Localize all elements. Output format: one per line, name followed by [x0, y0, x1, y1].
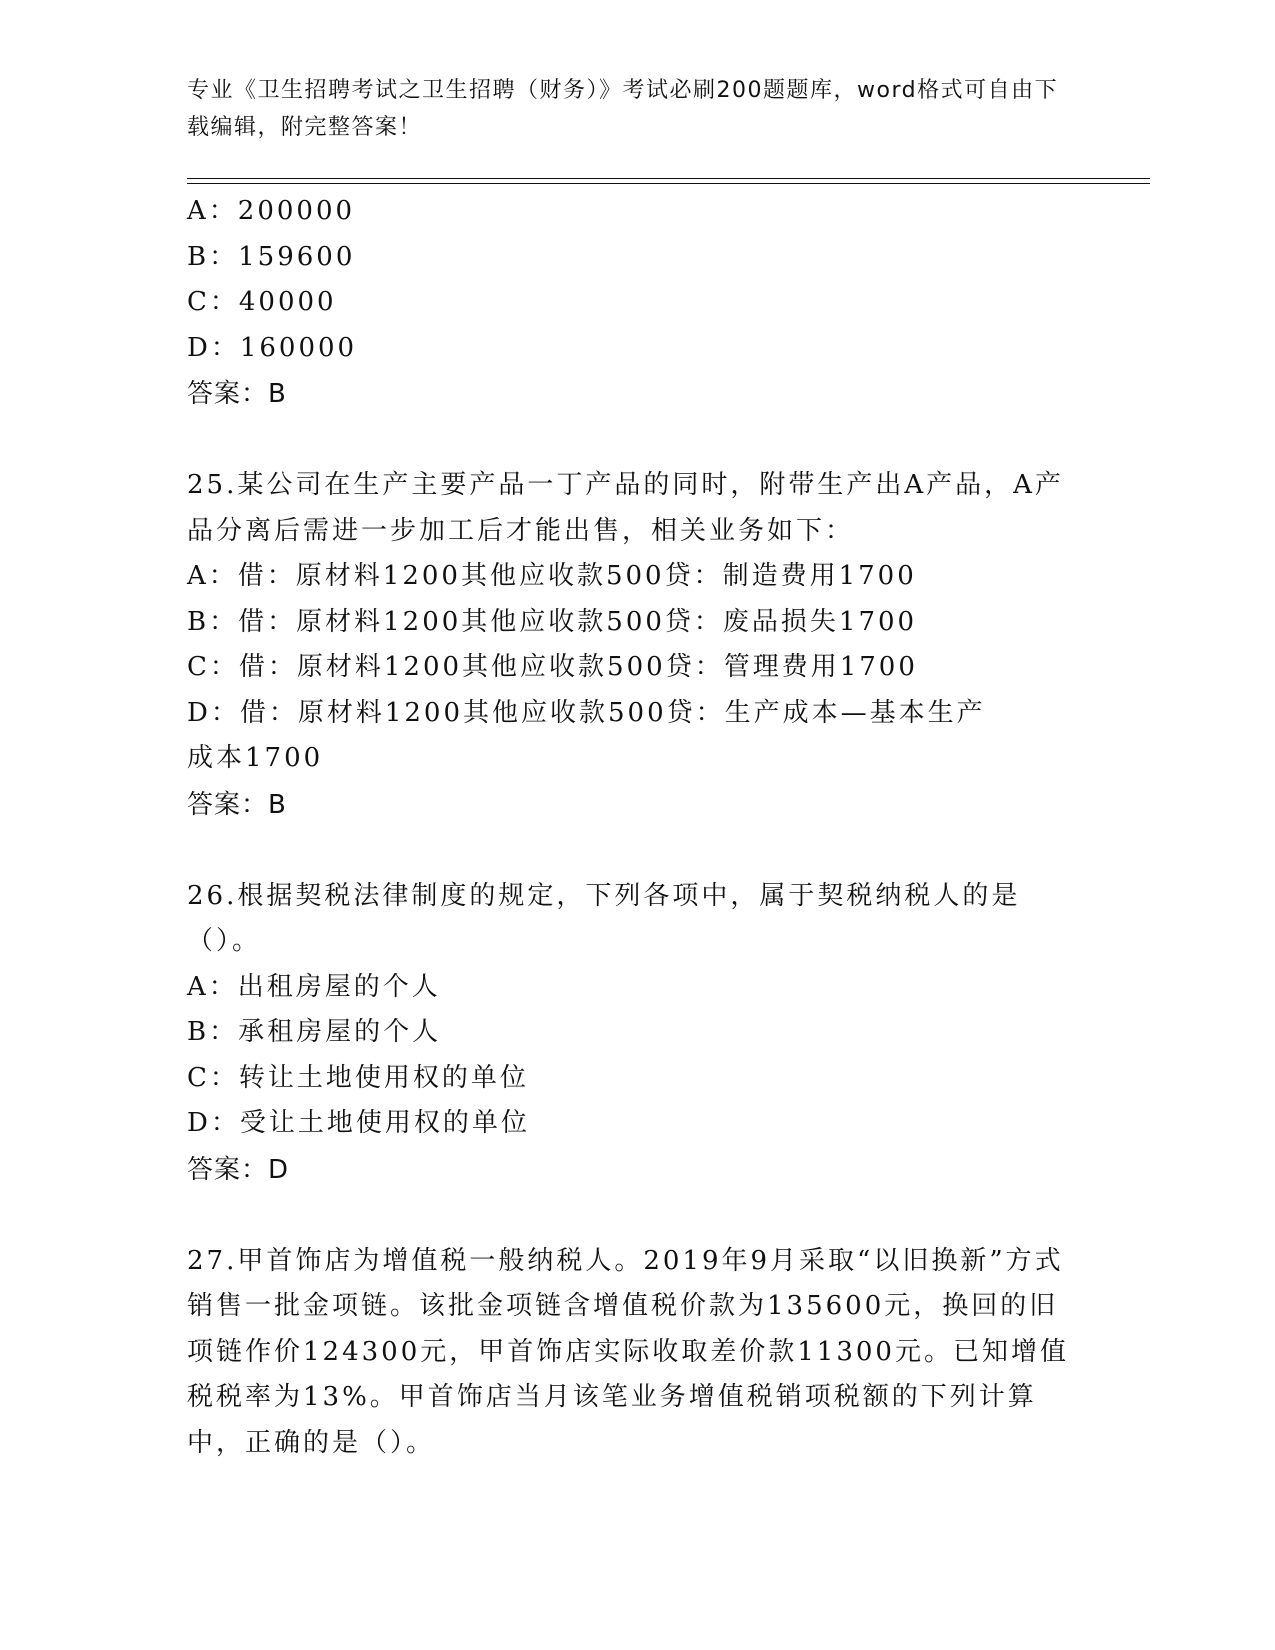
option-a: A：出租房屋的个人 — [187, 971, 441, 1002]
question-stem: 27.甲首饰店为增值税一般纳税人。2019年9月采取“以旧换新”方式销售一批金项链。该批金项链含增值税价款为135600元，换回的旧项链作价124300元，甲首饰店实际收取差价款11300元。已知增值税税率为13%。甲首饰店当月该笔业务增值税销项税额的下列计算中，正确的是（）。 — [187, 1245, 1069, 1458]
option-a: A：200000 — [187, 196, 356, 226]
answer-line: 答案：B — [187, 379, 287, 409]
option-b: B：承租房屋的个人 — [187, 1017, 442, 1047]
answer-line: 答案：B — [187, 789, 287, 820]
option-a: A：借：原材料1200其他应收款500贷：制造费用1700 — [187, 561, 917, 591]
document-header: 专业《卫生招聘考试之卫生招聘（财务）》考试必刷200题题库，word格式可自由下载编辑，附完整答案！ — [187, 78, 1059, 140]
option-c: C：借：原材料1200其他应收款500贷：管理费用1700 — [187, 652, 918, 682]
option-c: C：40000 — [187, 287, 337, 317]
question-26-block — [187, 874, 1087, 1193]
option-d: D：受让土地使用权的单位 — [187, 1108, 530, 1138]
question-27-block — [187, 1239, 1087, 1467]
header-divider-bottom — [187, 183, 1150, 184]
answer-line: 答案：D — [187, 1154, 290, 1185]
option-b: B：借：原材料1200其他应收款500贷：废品损失1700 — [187, 606, 918, 637]
question-25-block — [187, 463, 1087, 828]
header-divider-top — [187, 178, 1150, 179]
spacer — [187, 417, 1087, 463]
spacer — [187, 828, 1087, 874]
option-c: C：转让土地使用权的单位 — [187, 1062, 529, 1093]
document-body — [187, 189, 1087, 1466]
question-stem: 26.根据契税法律制度的规定，下列各项中，属于契税纳税人的是（）。 — [187, 880, 1021, 956]
option-d: D：160000 — [187, 332, 358, 363]
option-b: B：159600 — [187, 241, 356, 272]
option-d: D：借：原材料1200其他应收款500贷：生产成本—基本生产成本1700 — [187, 697, 986, 773]
spacer — [187, 1193, 1087, 1239]
question-24-block — [187, 189, 1087, 417]
question-stem: 25.某公司在生产主要产品一丁产品的同时，附带生产出A产品，A产品分离后需进一步加工后才能出售，相关业务如下： — [187, 470, 1064, 546]
